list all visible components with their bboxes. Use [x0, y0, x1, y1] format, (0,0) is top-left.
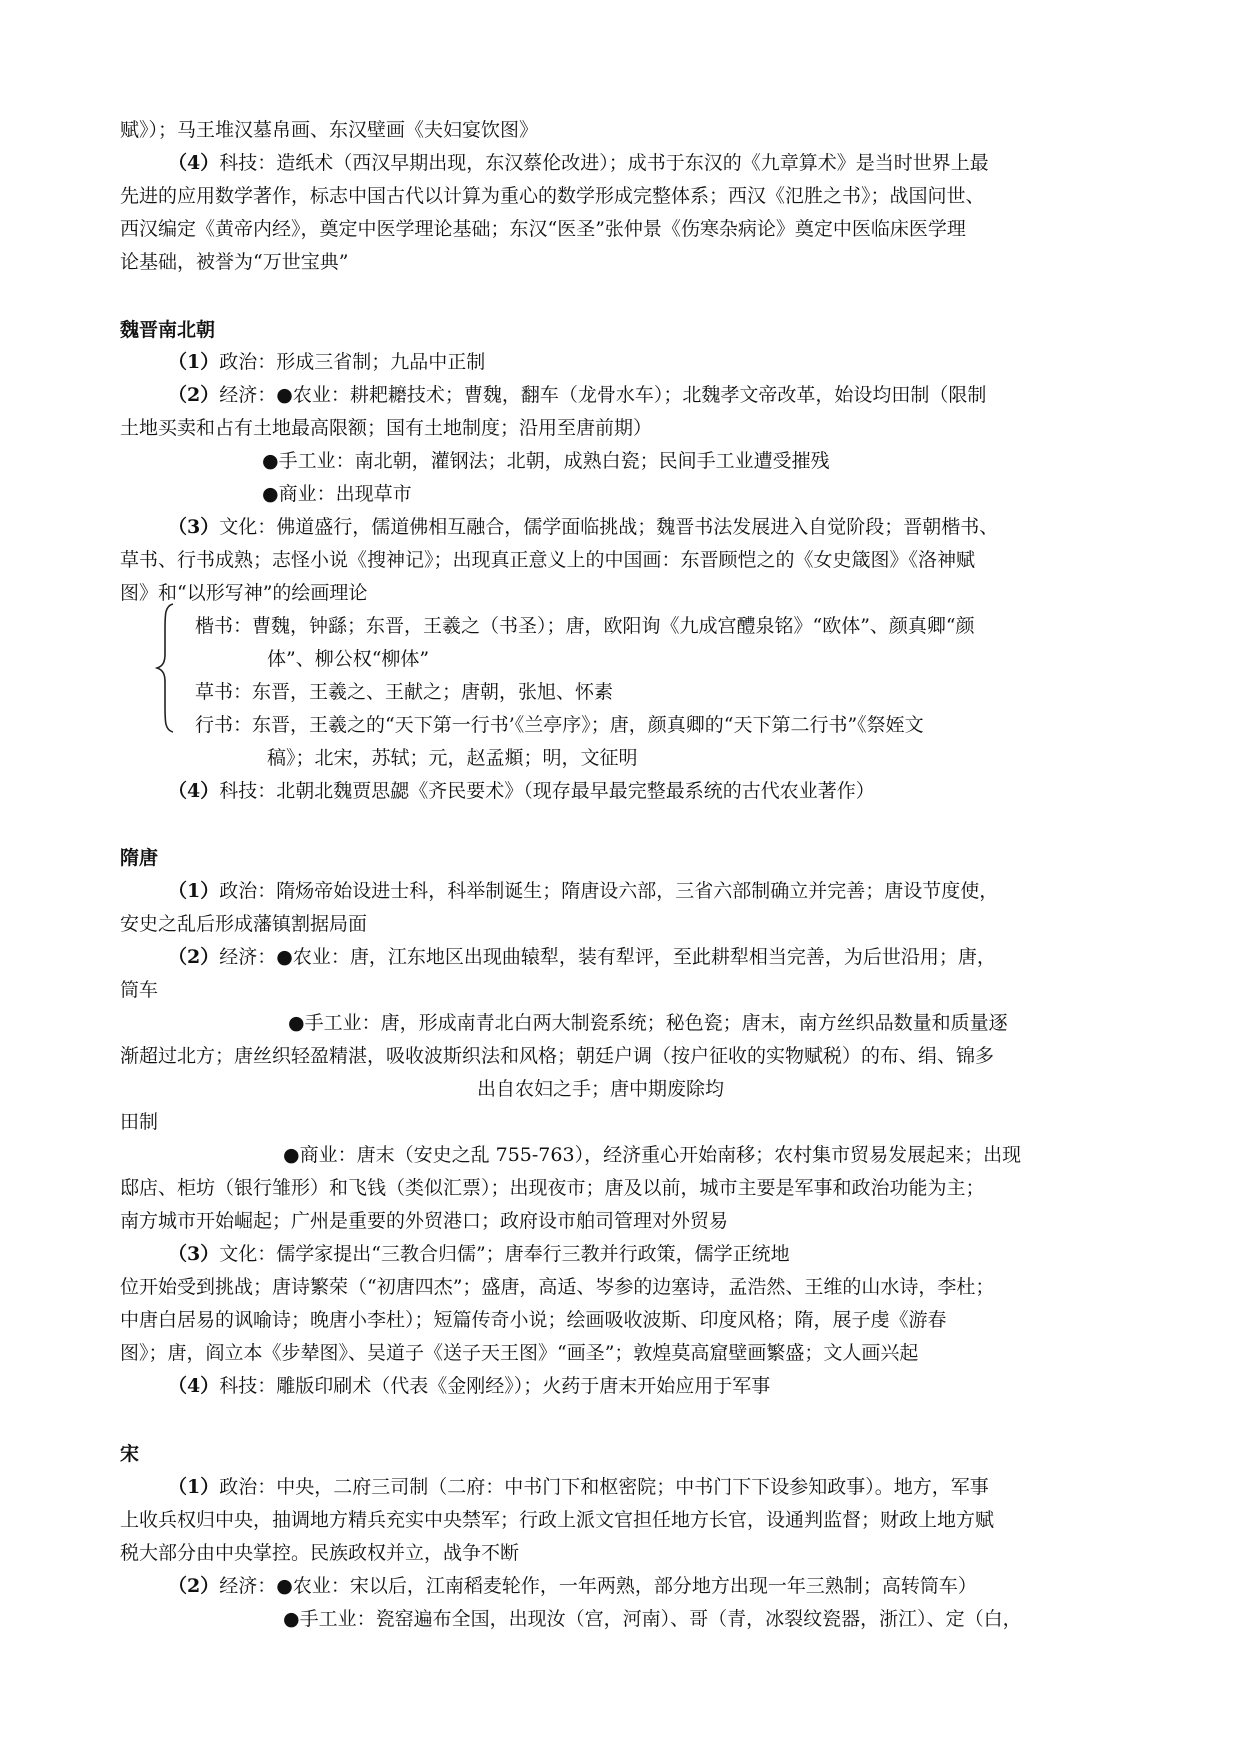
paragraph: [168, 1374, 770, 1398]
text-line: 土地买卖和占有土地最高限额；国有土地制度；沿用至唐前期）: [120, 417, 653, 439]
kaishu-line: 楷书：曹魏，钟繇；东晋，王羲之（书圣）；唐，欧阳询《九成宫醴泉铭》“欧体”、颜真卿“颜: [195, 615, 975, 637]
item-number: （2）: [168, 946, 220, 968]
text-line: 位开始受到挑战；唐诗繁荣（“初唐四杰”；盛唐，高适、岑参的边塞诗，孟浩然、王维的山水诗，李杜；: [120, 1276, 995, 1298]
section-heading: 宋: [120, 1443, 140, 1465]
item-number: （2）: [168, 384, 220, 406]
paragraph: [168, 515, 998, 539]
item-number: （4）: [168, 152, 220, 174]
text-line: 赋》）；马王堆汉墓帛画、东汉壁画《夫妇宴饮图》: [120, 119, 539, 141]
text-line: 筒车: [120, 979, 159, 1001]
text-line: 稿》；北宋，苏轼；元，赵孟頫；明，文征明: [267, 747, 638, 769]
text-line: 西汉编定《黄帝内经》，奠定中医学理论基础；东汉“医圣”张仲景《伤寒杂病论》奠定中医临床医学理: [120, 218, 966, 240]
text-line: ●商业：出现草市: [262, 483, 412, 505]
paragraph: [168, 945, 996, 969]
paragraph: [168, 1475, 989, 1499]
item-number: （2）: [168, 1575, 220, 1597]
paragraph: [168, 383, 986, 407]
item-number: （1）: [168, 1476, 220, 1498]
text-line: ●手工业：唐，形成南青北白两大制瓷系统；秘色瓷；唐末，南方丝织品数量和质量逐: [288, 1012, 1008, 1034]
item-number: （1）: [168, 880, 220, 902]
text-line: 文化：佛道盛行，儒道佛相互融合，儒学面临挑战；魏晋书法发展进入自觉阶段；晋朝楷书、: [219, 516, 999, 538]
text-line: 体”、柳公权“柳体”: [267, 648, 430, 670]
caoshu-line: 草书：东晋，王羲之、王献之；唐朝，张旭、怀素: [195, 681, 614, 703]
text-line: 图》和“以形写神”的绘画理论: [120, 582, 368, 604]
paragraph: [168, 1242, 790, 1266]
text-line: 科技：造纸术（西汉早期出现，东汉蔡伦改进）；成书于东汉的《九章算术》是当时世界上最: [219, 152, 989, 174]
text-line: 科技：雕版印刷术（代表《金刚经》）；火药于唐末开始应用于军事: [219, 1375, 771, 1397]
xingshu-line: 行书：东晋，王羲之的“天下第一行书’《兰亭序》；唐，颜真卿的“天下第二行书”《祭姪文: [195, 714, 924, 736]
text-line: 文化：儒学家提出“三教合归儒”；唐奉行三教并行政策，儒学正统地: [219, 1243, 790, 1265]
item-number: （4）: [168, 780, 220, 802]
text-line: 田制: [120, 1111, 159, 1133]
keji-paragraph: [168, 151, 989, 175]
text-line: 经济：●农业：耕耙耱技术；曹魏，翻车（龙骨水车）；北魏孝文帝改革，始设均田制（限制: [219, 384, 987, 406]
section-heading: 隋唐: [120, 847, 159, 869]
item-number: （1）: [168, 351, 220, 373]
text-line: 渐超过北方；唐丝织轻盈精湛，吸收波斯织法和风格；朝廷户调（按户征收的实物赋税）的布、绢、锦多: [120, 1045, 995, 1067]
text-line: 政治：隋炀帝始设进士科，科举制诞生；隋唐设六部，三省六部制确立并完善；唐设节度使，: [219, 880, 999, 902]
paragraph: [168, 879, 998, 903]
text-line: 政治：形成三省制；九品中正制: [219, 351, 486, 373]
text-line: 邸店、柜坊（银行雏形）和飞钱（类似汇票）；出现夜市；唐及以前，城市主要是军事和政治功能为主；: [120, 1177, 985, 1199]
item-number: （4）: [168, 1375, 220, 1397]
paragraph: [168, 1574, 977, 1598]
text-line: 政治：中央，二府三司制（二府：中书门下和枢密院；中书门下下设参知政事）。地方，军事: [219, 1476, 989, 1498]
paragraph: [168, 350, 485, 374]
text-line: ●手工业：南北朝，灌钢法；北朝，成熟白瓷；民间手工业遭受摧残: [262, 450, 830, 472]
text-line: 论基础，被誉为“万世宝典”: [120, 251, 349, 273]
text-line: 先进的应用数学著作，标志中国古代以计算为重心的数学形成完整体系；西汉《氾胜之书》；战国问世、: [120, 185, 985, 207]
text-line: ●商业：唐末（安史之乱 755-763），经济重心开始南移；农村集市贸易发展起来；出现: [283, 1144, 1022, 1166]
text-line: 经济：●农业：唐，江东地区出现曲辕犁，装有犁评，至此耕犁相当完善，为后世沿用；唐，: [219, 946, 996, 968]
text-line: 安史之乱后形成藩镇割据局面: [120, 913, 368, 935]
text-line: 出自农妇之手；唐中期废除均: [477, 1078, 725, 1100]
text-line: 上收兵权归中央，抽调地方精兵充实中央禁军；行政上派文官担任地方长官，设通判监督；财政上地方赋: [120, 1509, 995, 1531]
text-line: 经济：●农业：宋以后，江南稻麦轮作，一年两熟，部分地方出现一年三熟制；高转筒车）: [219, 1575, 977, 1597]
text-line: 图》；唐，阎立本《步辇图》、吴道子《送子天王图》“画圣”；敦煌莫高窟壁画繁盛；文人画兴起: [120, 1342, 919, 1364]
paragraph: [168, 779, 875, 803]
text-line: 税大部分由中央掌控。民族政权并立，战争不断: [120, 1542, 520, 1564]
text-line: 南方城市开始崛起；广州是重要的外贸港口；政府设市舶司管理对外贸易: [120, 1210, 729, 1232]
text-line: 科技：北朝北魏贾思勰《齐民要术》（现存最早最完整最系统的古代农业著作）: [219, 780, 875, 802]
curly-brace-icon: [155, 602, 177, 734]
text-line: 草书、行书成熟；志怪小说《搜神记》；出现真正意义上的中国画：东晋顾恺之的《女史箴图》《洛神赋: [120, 549, 976, 571]
item-number: （3）: [168, 516, 220, 538]
text-line: ●手工业：瓷窑遍布全国，出现汝（宫，河南）、哥（青，冰裂纹瓷器，浙江）、定（白，: [283, 1608, 1022, 1630]
text-line: 中唐白居易的讽喻诗；晚唐小李杜）；短篇传奇小说；绘画吸收波斯、印度风格；隋，展子虔《游春: [120, 1309, 947, 1331]
section-heading: 魏晋南北朝: [120, 319, 216, 341]
item-number: （3）: [168, 1243, 220, 1265]
